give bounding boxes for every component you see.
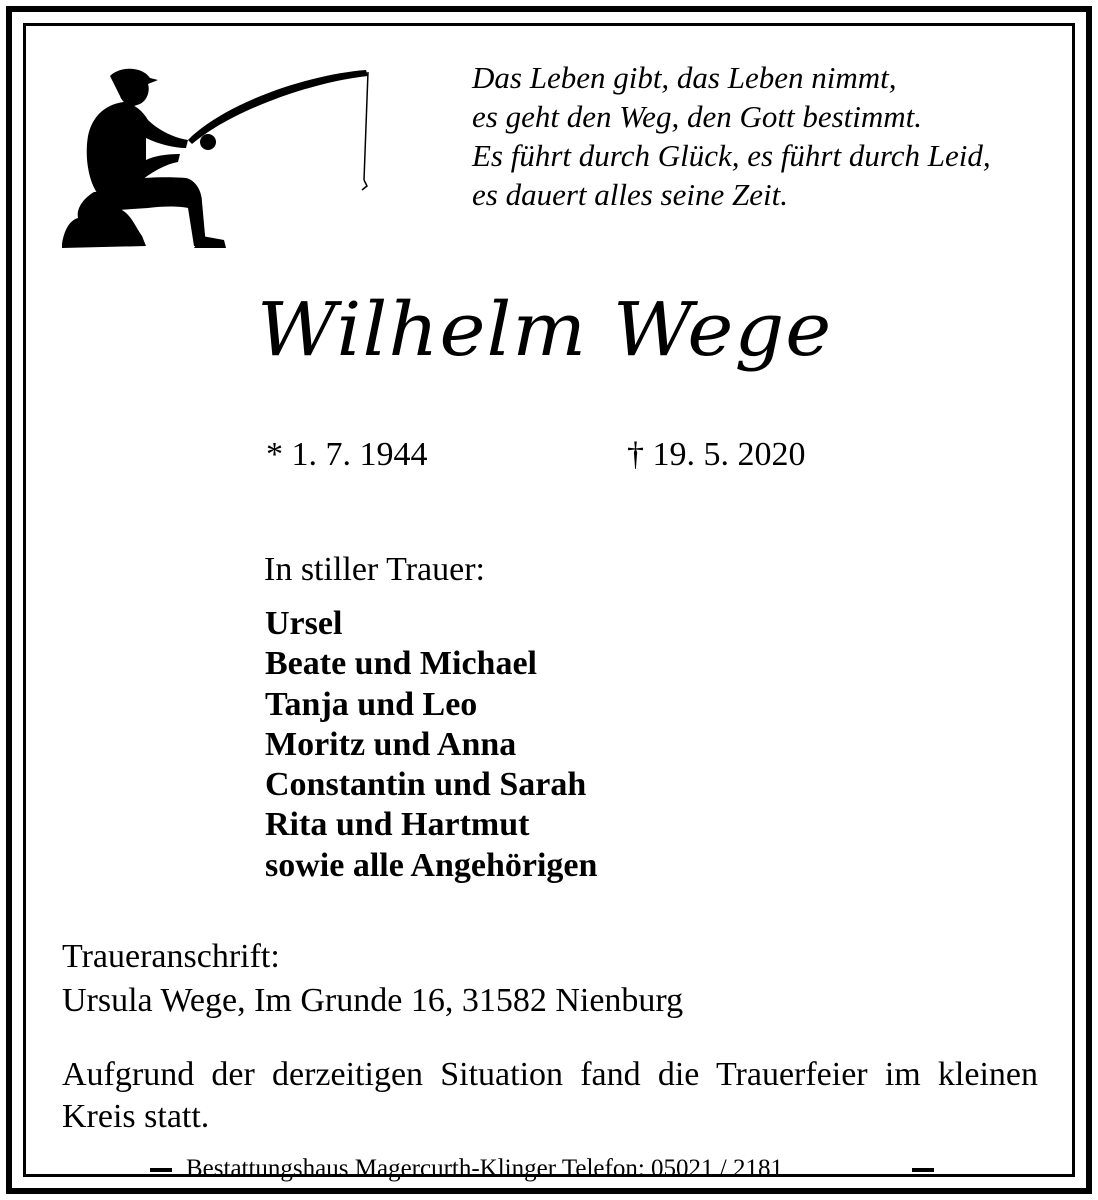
address-value: Ursula Wege, Im Grunde 16, 31582 Nienburg <box>62 982 684 1019</box>
address-label: Traueranschrift: <box>62 938 280 975</box>
mourner-name: Moritz und Anna <box>265 725 517 763</box>
mourner-name: Ursel <box>265 605 343 642</box>
poem-line: es geht den Weg, den Gott bestimmt. <box>472 99 922 134</box>
mourner-name: Rita und Hartmut <box>265 806 530 844</box>
footer-rule-right <box>912 1168 934 1172</box>
notice-text: Aufgrund der derzeitigen Situation fand die Trauerfeier im kleinen Kreis statt. <box>62 1056 1038 1135</box>
funeral-home-footer: Bestattungshaus Magercurth-Klinger Telefon: 05021 / 2181 <box>186 1155 783 1182</box>
mourner-name: Beate und Michael <box>265 645 537 683</box>
fisherman-silhouette-icon <box>62 60 382 250</box>
mourning-label: In stiller Trauer: <box>264 551 485 588</box>
birth-date: * 1. 7. 1944 <box>266 436 428 473</box>
poem-line: Es führt durch Glück, es führt durch Leid, <box>472 138 991 173</box>
poem-line: Das Leben gibt, das Leben nimmt, <box>472 60 897 95</box>
mourners-list <box>265 604 597 886</box>
poem <box>472 58 991 214</box>
death-date: † 19. 5. 2020 <box>627 436 806 473</box>
poem-line: es dauert alles seine Zeit. <box>472 177 788 212</box>
deceased-name: Wilhelm Wege <box>257 287 833 373</box>
mourner-name: Tanja und Leo <box>265 685 478 723</box>
mourner-name: sowie alle Angehörigen <box>265 846 598 884</box>
mourner-name: Constantin und Sarah <box>265 766 587 804</box>
footer-rule-left <box>150 1168 172 1172</box>
